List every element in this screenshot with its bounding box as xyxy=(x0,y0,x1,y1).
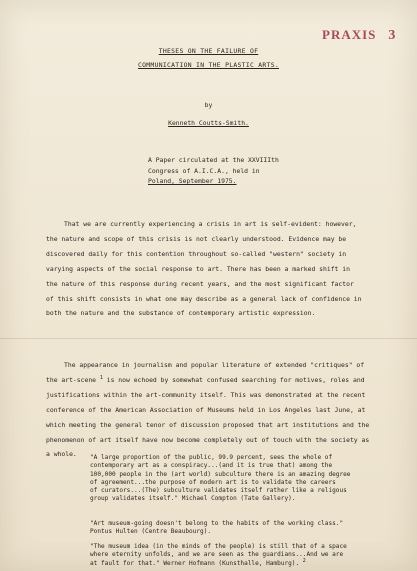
quote-line: "A large proportion of the public, 99.9 percent, sees the whole of xyxy=(90,454,333,461)
paragraph-text: is now echoed by somewhat confused searching for motives, roles and xyxy=(106,375,365,384)
quote-compton xyxy=(90,454,400,504)
stamp-number: 3 xyxy=(388,28,397,43)
footnote-marker: 1 xyxy=(99,374,103,381)
paragraph-text: the art-scene xyxy=(46,375,97,384)
circulation-line-3: Poland, September 1975. xyxy=(148,177,237,185)
praxis-stamp xyxy=(322,27,396,44)
paragraph-line: That we are currently experiencing a crisis in art is self-evident: however, xyxy=(64,220,357,228)
quote-text: at fault for that." Werner Hofmann (Kunsthalle, Hamburg). xyxy=(90,559,300,567)
paragraph-line: a whole. xyxy=(46,450,77,459)
author-name: Kenneth Coutts-Smith. xyxy=(168,119,249,127)
quote-hulten xyxy=(90,520,400,537)
quote-line: Pontus Hulten (Centre Beaubourg). xyxy=(90,528,212,536)
paragraph-line: of this shift consists in what one may describe as a general lack of confidence in xyxy=(46,294,362,303)
title-line-2: COMMUNICATION IN THE PLASTIC ARTS. xyxy=(137,61,279,69)
paragraph-line: justifications within the art-community itself. This was demonstrated at the recent xyxy=(46,390,366,399)
paragraph-line: both the nature and the substance of contemporary artistic expression. xyxy=(46,309,316,318)
circulation-note xyxy=(148,155,279,187)
quote-line: of agreement...the purpose of modern art is to validate the careers xyxy=(90,478,336,486)
quote-line-footnoted xyxy=(90,557,400,568)
quote-line: of curators...(The) subculture validates itself rather like a religous xyxy=(90,487,347,495)
quote-line: group validates itself." Michael Compton (Tate Gallery). xyxy=(90,495,296,503)
quote-line: contemporary art as a conspiracy...(and it is true that) among the xyxy=(90,462,333,470)
paragraph-line: discovered daily for this contention throughout so-called "western" society in xyxy=(46,249,347,258)
paragraph-2 xyxy=(46,358,392,462)
paragraph-line: the nature of this response during recent years, and the most significant factor xyxy=(46,279,354,288)
circulation-line-1: A Paper circulated at the XXVIIIth xyxy=(148,156,279,164)
document-title xyxy=(0,44,417,72)
quote-line: "Art museum-going doesn't belong to the habits of the working class." xyxy=(90,520,344,527)
paragraph-line: phenomenon of art itself have now become completely out of touch with the society as xyxy=(46,435,370,444)
circulation-line-2: Congress of A.I.C.A., held in xyxy=(148,166,260,175)
stamp-text: PRAXIS xyxy=(322,27,377,42)
quote-line: 100,000 people in the (art world) subculture there is an amazing degree xyxy=(90,470,351,478)
byline-by: by xyxy=(204,101,213,109)
paragraph-line-footnoted xyxy=(46,373,392,388)
title-line-1: THESES ON THE FAILURE OF xyxy=(158,47,259,55)
paragraph-line: varying aspects of the social response to art. There has been a marked shift in xyxy=(46,264,350,273)
quote-hofmann xyxy=(90,543,400,568)
paragraph-line: the nature and scope of this crisis is not clearly understood. Evidence may be xyxy=(46,234,347,243)
quote-line: where eternity unfolds, and we are seen as the guardians...And we are xyxy=(90,551,344,559)
paragraph-line: The appearance in journalism and popular literature of extended "critiques" of xyxy=(64,361,365,369)
paper-fold xyxy=(0,338,417,339)
paragraph-line: conference of the American Association of Museums held in Los Angeles last June, at xyxy=(46,405,366,414)
paragraph-1 xyxy=(46,217,392,321)
footnote-marker: 2 xyxy=(302,557,306,564)
paragraph-line: which meeting the general tenor of discussion proposed that art institutions and the xyxy=(46,420,370,429)
quote-line: "The museum idea (in the minds of the people) is still that of a space xyxy=(90,543,347,550)
